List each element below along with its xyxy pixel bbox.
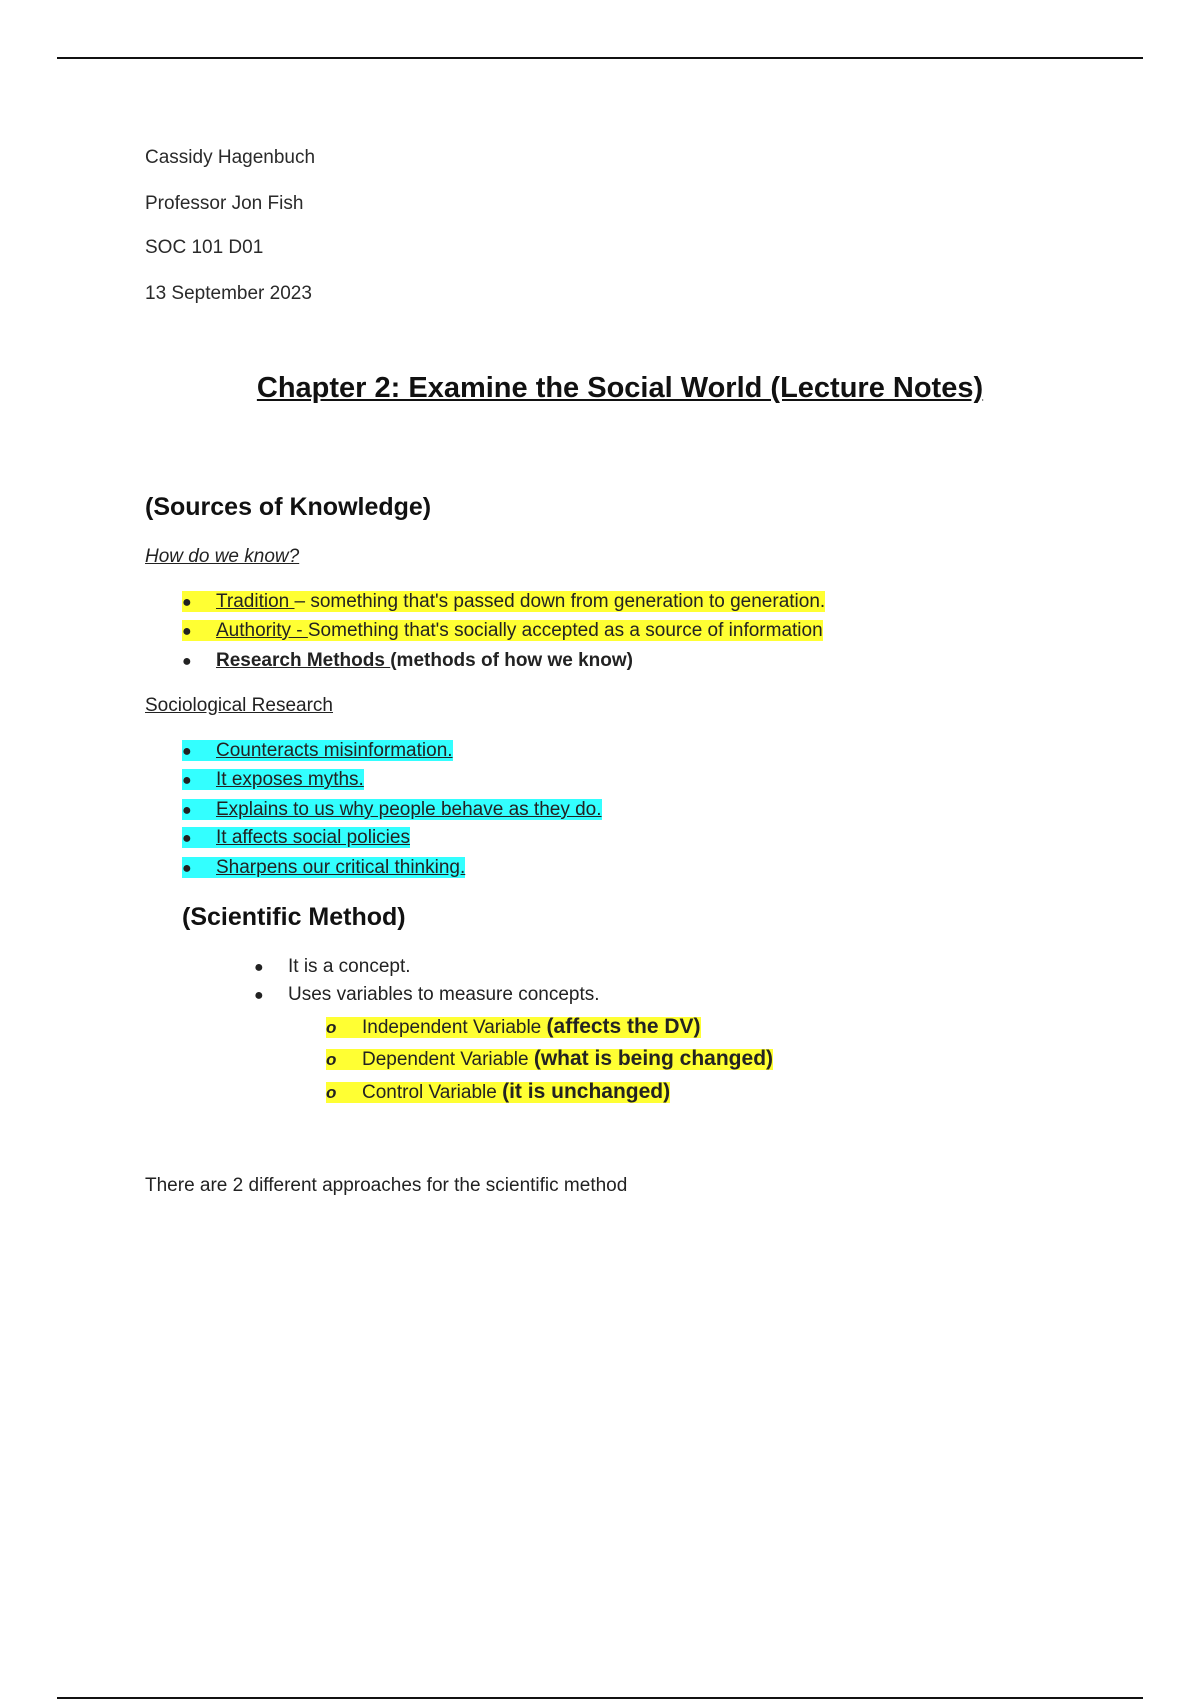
- course-code: SOC 101 D01: [145, 237, 264, 258]
- list-item: ● Tradition – something that's passed down from generation to generation.: [182, 591, 826, 612]
- student-name: Cassidy Hagenbuch: [145, 147, 316, 168]
- list-item: ● Counteracts misinformation.: [182, 740, 453, 761]
- research-heading: Sociological Research: [145, 695, 333, 716]
- list-item: ● Sharpens our critical thinking.: [182, 857, 466, 878]
- list-item: ● Uses variables to measure concepts.: [254, 984, 600, 1005]
- list-item: o Independent Variable (affects the DV): [326, 1015, 701, 1038]
- list-item: ● Research Methods (methods of how we know): [182, 650, 634, 671]
- top-rule: [57, 57, 1143, 59]
- professor-name: Professor Jon Fish: [145, 193, 304, 214]
- circle-bullet-icon: o: [326, 1083, 337, 1102]
- bullet-icon: ●: [182, 772, 192, 789]
- bullet-icon: ●: [182, 860, 192, 877]
- list-item: ● It is a concept.: [254, 956, 411, 977]
- list-item: o Dependent Variable (what is being changed): [326, 1047, 774, 1070]
- list-item: ● It affects social policies: [182, 827, 410, 848]
- document-date: 13 September 2023: [145, 283, 312, 304]
- bullet-icon: ●: [182, 653, 192, 670]
- list-item: ● Explains to us why people behave as they do.: [182, 799, 602, 820]
- sources-heading: (Sources of Knowledge): [145, 493, 432, 521]
- bullet-icon: ●: [182, 802, 192, 819]
- page-title: Chapter 2: Examine the Social World (Lecture Notes): [256, 372, 984, 404]
- bullet-icon: ●: [182, 830, 192, 847]
- bottom-rule: [57, 1697, 1143, 1699]
- circle-bullet-icon: o: [326, 1018, 337, 1037]
- closing-paragraph: There are 2 different approaches for the scientific method: [145, 1175, 628, 1196]
- bullet-icon: ●: [254, 987, 264, 1004]
- bullet-icon: ●: [182, 743, 192, 760]
- list-item: ● It exposes myths.: [182, 769, 364, 790]
- list-item: ● Authority - Something that's socially accepted as a source of information: [182, 620, 823, 641]
- bullet-icon: ●: [182, 623, 192, 640]
- sources-question: How do we know?: [145, 546, 300, 567]
- method-heading: (Scientific Method): [182, 903, 406, 931]
- list-item: o Control Variable (it is unchanged): [326, 1080, 671, 1103]
- circle-bullet-icon: o: [326, 1050, 337, 1069]
- bullet-icon: ●: [254, 959, 264, 976]
- bullet-icon: ●: [182, 594, 192, 611]
